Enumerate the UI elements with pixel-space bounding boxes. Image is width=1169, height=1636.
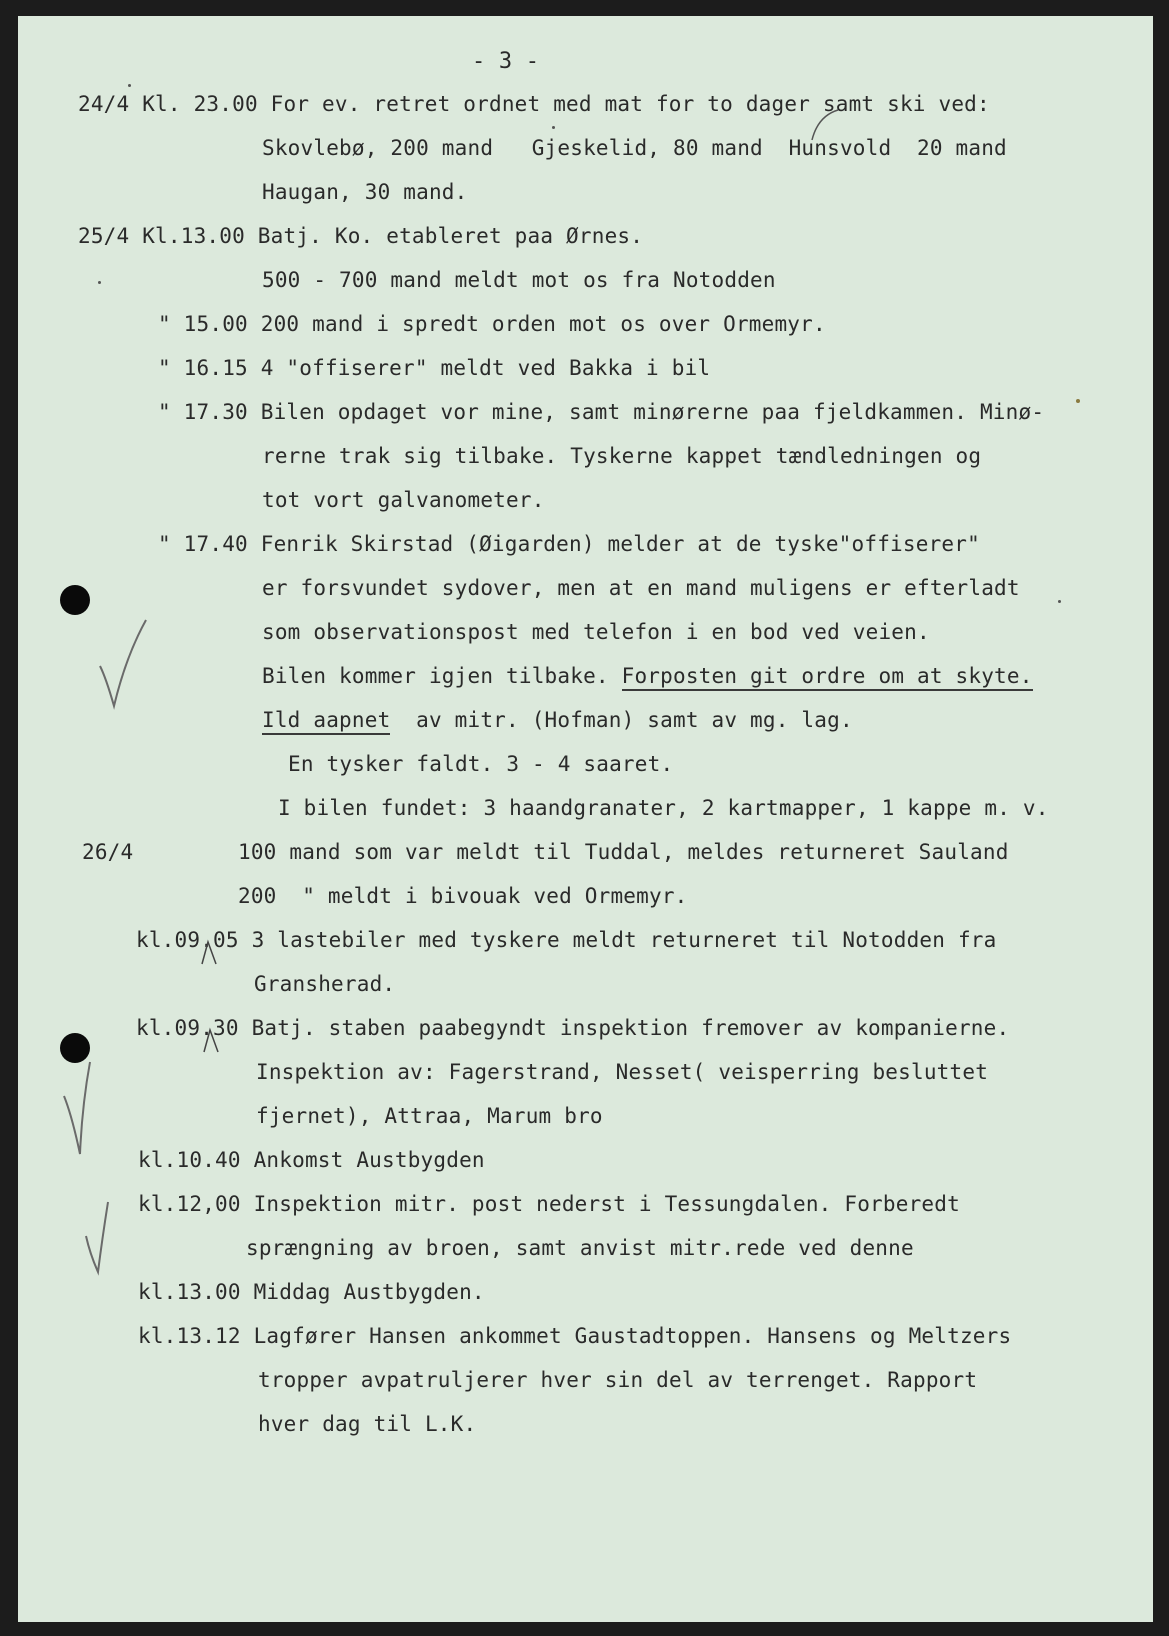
entry-line: 24/4 Kl. 23.00 For ev. retret ordnet med mat for to dager samt ski ved: bbox=[78, 92, 990, 116]
entry-line: tropper avpatruljerer hver sin del av terrenget. Rapport bbox=[258, 1368, 978, 1392]
entry-line: I bilen fundet: 3 haandgranater, 2 kartmapper, 1 kappe m. v. bbox=[278, 796, 1049, 820]
entry-line: 100 mand som var meldt til Tuddal, meldes returneret Sauland bbox=[238, 840, 1009, 864]
insertion-caret-icon bbox=[198, 936, 222, 966]
entry-line: kl.09.05 3 lastebiler med tyskere meldt returneret til Notodden fra bbox=[136, 928, 997, 952]
entry-line: rerne trak sig tilbake. Tyskerne kappet tændledningen og bbox=[262, 444, 982, 468]
ink-speck bbox=[98, 281, 101, 284]
entry-line: 25/4 Kl.13.00 Batj. Ko. etableret paa Ørnes. bbox=[78, 224, 644, 248]
entry-line: kl.13.00 Middag Austbygden. bbox=[138, 1280, 485, 1304]
ink-speck bbox=[552, 126, 555, 129]
entry-line: tot vort galvanometer. bbox=[262, 488, 545, 512]
entry-line: sprængning av broen, samt anvist mitr.rede ved denne bbox=[246, 1236, 914, 1260]
entry-date: 26/4 bbox=[82, 840, 134, 864]
entry-line bbox=[262, 663, 1033, 689]
entry-line: Haugan, 30 mand. bbox=[262, 180, 468, 204]
pencil-stroke-icon bbox=[808, 106, 848, 146]
underlined-fire-opened: Ild aapnet bbox=[262, 708, 390, 735]
check-mark-icon bbox=[58, 1056, 118, 1166]
entry-line: Inspektion av: Fagerstrand, Nesset( veisperring besluttet bbox=[256, 1060, 989, 1084]
entry-line: kl.12,00 Inspektion mitr. post nederst i Tessungdalen. Forberedt bbox=[138, 1192, 960, 1216]
entry-line: " 17.40 Fenrik Skirstad (Øigarden) melder at de tyske"offiserer" bbox=[158, 532, 980, 556]
ink-speck bbox=[1058, 600, 1061, 603]
entry-line: kl.10.40 Ankomst Austbygden bbox=[138, 1148, 485, 1172]
entry-line bbox=[262, 707, 853, 733]
entry-line: Skovlebø, 200 mand Gjeskelid, 80 mand Hunsvold 20 mand bbox=[262, 136, 1007, 160]
entry-line: kl.09.30 Batj. staben paabegyndt inspektion fremover av kompanierne. bbox=[136, 1016, 1010, 1040]
page-number: - 3 - bbox=[472, 49, 540, 74]
entry-line: hver dag til L.K. bbox=[258, 1412, 477, 1436]
entry-line: " 15.00 200 mand i spredt orden mot os over Ormemyr. bbox=[158, 312, 826, 336]
underlined-order: Forposten git ordre om at skyte. bbox=[622, 664, 1033, 691]
entry-text: av mitr. (Hofman) samt av mg. lag. bbox=[390, 708, 853, 732]
ink-speck bbox=[128, 84, 131, 87]
punch-hole bbox=[60, 585, 90, 615]
entry-line: er forsvundet sydover, men at en mand muligens er efterladt bbox=[262, 576, 1020, 600]
insertion-caret-icon bbox=[200, 1024, 224, 1054]
entry-line: En tysker faldt. 3 - 4 saaret. bbox=[288, 752, 674, 776]
ink-speck bbox=[1076, 399, 1080, 403]
check-mark-icon bbox=[82, 1196, 132, 1286]
entry-line: kl.13.12 Lagfører Hansen ankommet Gaustadtoppen. Hansens og Meltzers bbox=[138, 1324, 1012, 1348]
entry-line: Gransherad. bbox=[254, 972, 396, 996]
entry-line: som observationspost med telefon i en bod ved veien. bbox=[262, 620, 930, 644]
entry-line: fjernet), Attraa, Marum bro bbox=[256, 1104, 603, 1128]
entry-line: " 17.30 Bilen opdaget vor mine, samt minørerne paa fjeldkammen. Minø- bbox=[158, 400, 1045, 424]
entry-line: 500 - 700 mand meldt mot os fra Notodden bbox=[262, 268, 776, 292]
entry-text: Bilen kommer igjen tilbake. bbox=[262, 664, 622, 688]
document-page bbox=[18, 16, 1153, 1622]
entry-line: 200 " meldt i bivouak ved Ormemyr. bbox=[238, 884, 688, 908]
entry-line: " 16.15 4 "offiserer" meldt ved Bakka i bil bbox=[158, 356, 711, 380]
check-mark-icon bbox=[96, 616, 156, 726]
